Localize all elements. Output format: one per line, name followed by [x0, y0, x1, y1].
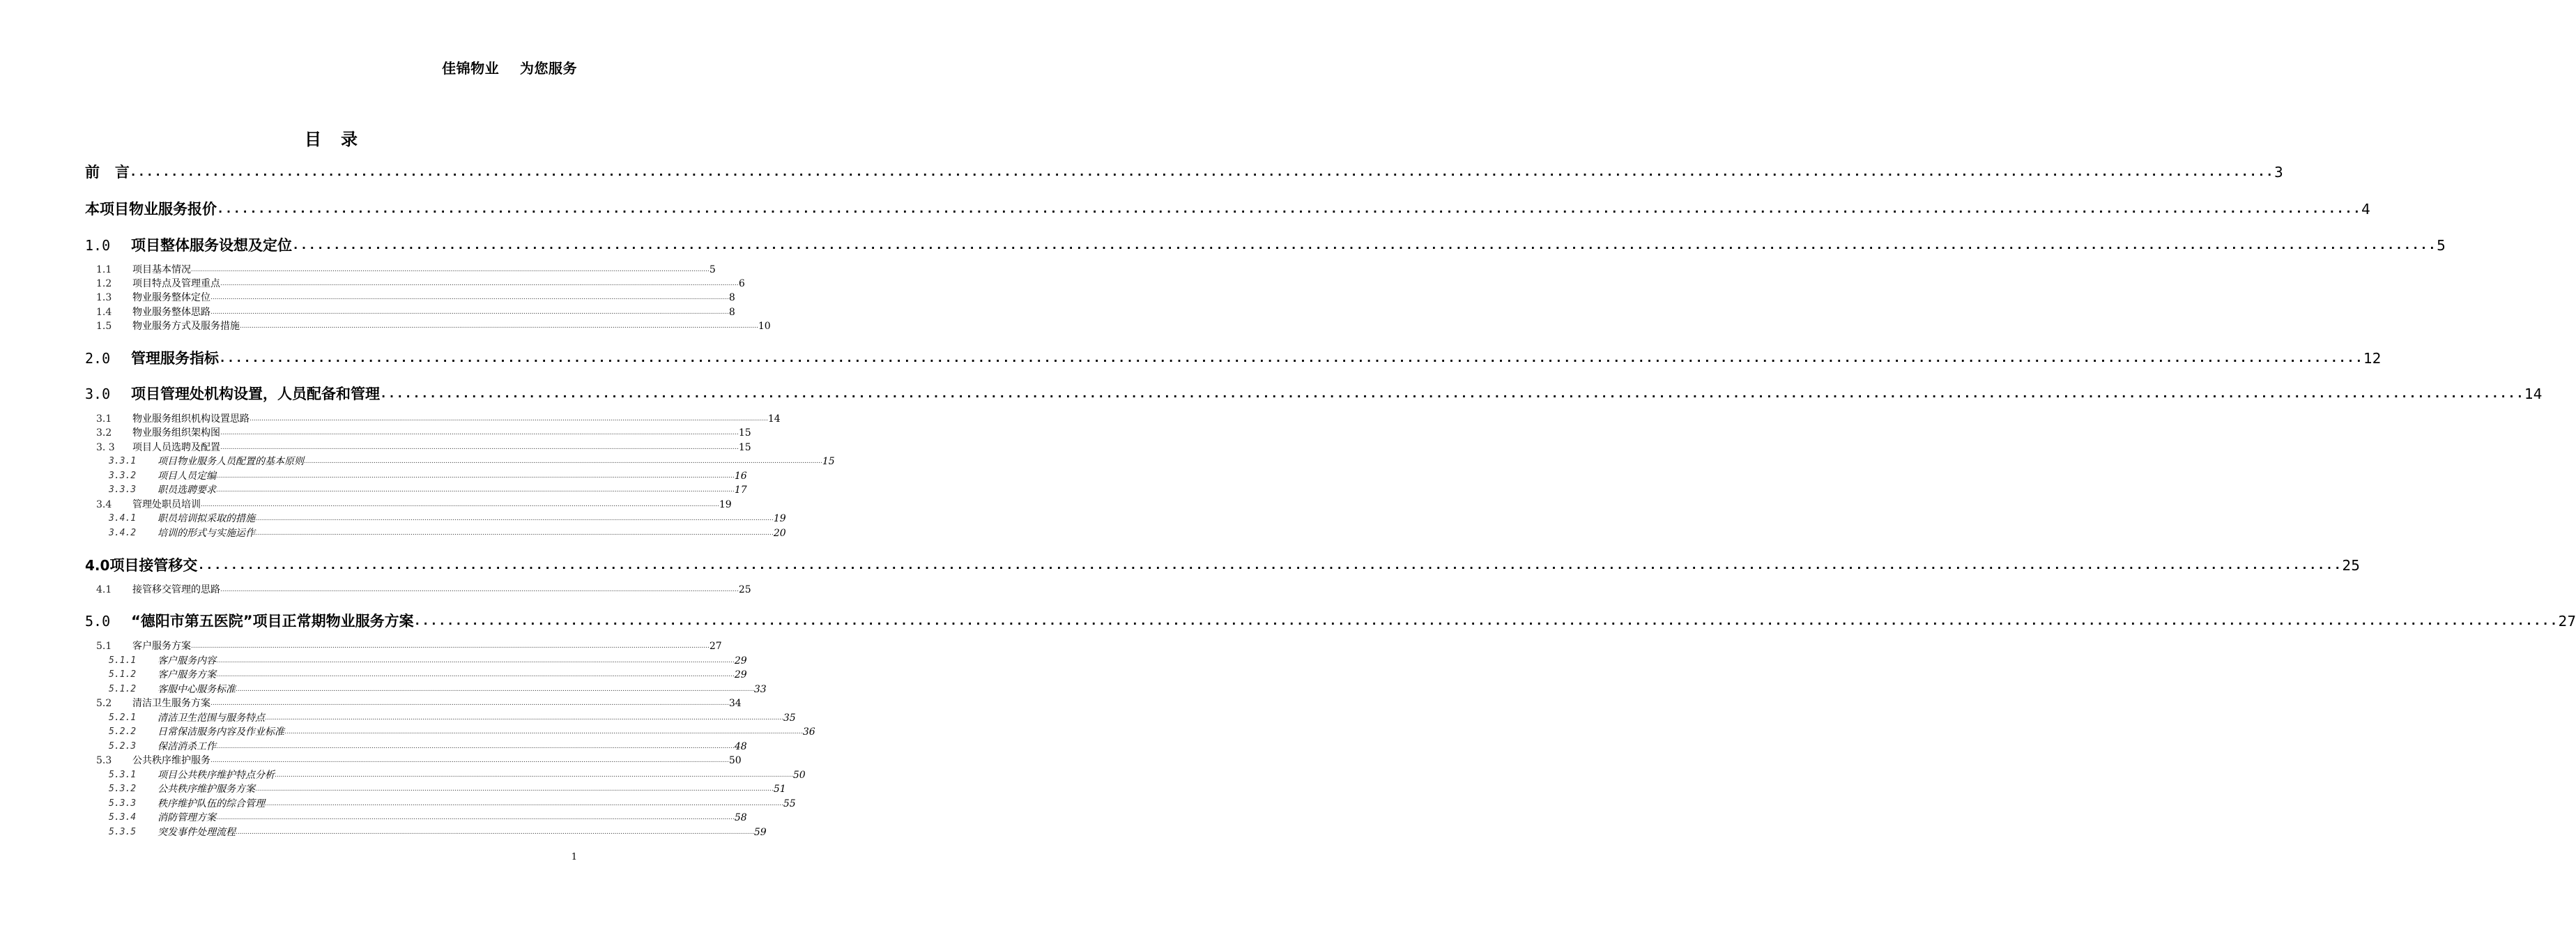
toc-dot-leader: .................................................................................................................................................................................................................................................................... — [210, 757, 729, 764]
toc-entry[interactable] — [85, 483, 747, 497]
toc-entry[interactable] — [85, 469, 747, 483]
toc-dot-leader: .................................................................................................................................................................................................................................................................... — [191, 266, 710, 273]
page-number: 1 — [571, 852, 577, 862]
toc-entry-number: 前 言 — [85, 164, 130, 181]
toc-entry-page: 15 — [738, 442, 751, 453]
toc-dot-leader: .................................................................................................................................................................................................................................................................... — [413, 614, 2559, 628]
toc-entry-page: 17 — [734, 485, 747, 496]
toc-entry[interactable] — [85, 639, 722, 653]
toc-entry-number: 3.4.2 — [109, 528, 137, 538]
toc-entry[interactable] — [85, 696, 742, 710]
toc-entry[interactable] — [85, 725, 815, 739]
toc-entry-page: 19 — [719, 499, 732, 510]
toc-dot-leader: .................................................................................................................................................................................................................................................................... — [216, 473, 735, 480]
toc-entry-page: 8 — [728, 307, 735, 318]
toc-dot-leader: .................................................................................................................................................................................................................................................................... — [265, 800, 783, 807]
toc-dot-leader: .................................................................................................................................................................................................................................................................... — [216, 657, 735, 664]
toc-dot-leader: .................................................................................................................................................................................................................................................................... — [240, 323, 758, 330]
toc-entry-number: 5.3.3 — [109, 798, 137, 809]
toc-entry[interactable] — [85, 305, 735, 319]
toc-dot-leader: .................................................................................................................................................................................................................................................................... — [220, 280, 739, 287]
toc-entry-title: 职员培训拟采取的措施 — [158, 513, 255, 524]
toc-entry-title: 物业服务整体思路 — [132, 307, 210, 318]
toc-entry-page: 27 — [2558, 613, 2576, 630]
toc-entry-number: 5.2.2 — [109, 726, 137, 737]
toc-dot-leader: .................................................................................................................................................................................................................................................................... — [236, 829, 754, 836]
toc-entry-number: 5.1.2 — [109, 684, 137, 694]
toc-dot-leader: .................................................................................................................................................................................................................................................................... — [304, 458, 822, 465]
toc-entry-number: 5.1 — [96, 641, 112, 652]
toc-entry-number: 4.0 — [85, 557, 110, 574]
toc-dot-leader: .................................................................................................................................................................................................................................................................... — [216, 743, 735, 750]
toc-dot-leader: .................................................................................................................................................................................................................................................................... — [216, 814, 735, 821]
toc-entry[interactable] — [85, 263, 716, 277]
toc-dot-leader: .................................................................................................................................................................................................................................................................... — [380, 387, 2525, 401]
toc-entry-title: 公共秩序维护服务方案 — [158, 784, 255, 795]
toc-entry-title: 消防管理方案 — [158, 812, 216, 823]
toc-entry[interactable] — [85, 740, 747, 754]
toc-dot-leader: .................................................................................................................................................................................................................................................................... — [210, 294, 729, 301]
toc-entry-number: 5.2.1 — [109, 713, 137, 723]
toc-entry-page: 35 — [783, 713, 796, 724]
toc-entry-number: 1.0 — [85, 237, 111, 254]
toc-entry-page: 50 — [792, 770, 806, 781]
toc-entry-number: 5.1.2 — [109, 669, 137, 680]
toc-entry[interactable] — [85, 797, 796, 811]
toc-entry-number: 3. 3 — [96, 442, 115, 453]
toc-entry-page: 29 — [734, 655, 747, 666]
toc-dot-leader: .................................................................................................................................................................................................................................................................... — [216, 671, 735, 678]
toc-entry-number: 1.1 — [96, 264, 112, 275]
toc-entry-number: 3.3.2 — [109, 471, 137, 481]
toc-entry[interactable] — [85, 236, 2446, 255]
toc-entry-title: 物业服务方式及服务措施 — [132, 321, 240, 332]
toc-dot-leader: .................................................................................................................................................................................................................................................................... — [265, 715, 783, 722]
toc-entry-title: 管理服务指标 — [131, 350, 219, 367]
toc-entry-number: 3.2 — [96, 427, 112, 439]
toc-dot-leader: .................................................................................................................................................................................................................................................................... — [255, 530, 774, 537]
toc-entry[interactable] — [85, 768, 806, 782]
toc-entry[interactable] — [85, 683, 767, 696]
toc-entry-page: 34 — [728, 698, 742, 709]
toc-entry-page: 27 — [709, 641, 722, 652]
toc-entry-title: 项目公共秩序维护特点分析 — [158, 770, 275, 781]
toc-entry-page: 19 — [773, 513, 786, 524]
toc-dot-leader: .................................................................................................................................................................................................................................................................... — [197, 558, 2343, 572]
toc-entry-number: 2.0 — [85, 350, 111, 367]
toc-entry[interactable] — [85, 556, 2360, 575]
toc-entry-page: 5 — [2437, 237, 2446, 254]
toc-entry-page: 25 — [738, 584, 751, 595]
toc-entry-title: 客户服务内容 — [158, 655, 216, 666]
toc-entry[interactable] — [85, 811, 747, 825]
toc-dot-leader: .................................................................................................................................................................................................................................................................... — [284, 729, 803, 736]
toc-dot-leader: .................................................................................................................................................................................................................................................................... — [220, 444, 739, 451]
toc-entry-title: 管理处职员培训 — [132, 499, 201, 510]
toc-entry-page: 5 — [709, 264, 716, 275]
toc-entry-page: 10 — [758, 321, 771, 332]
toc-entry[interactable] — [85, 611, 2576, 631]
toc-entry-title: 客户服务方案 — [132, 641, 191, 652]
toc-entry-title: 物业服务组织机构设置思路 — [132, 413, 250, 425]
toc-entry[interactable] — [85, 277, 745, 291]
toc-entry[interactable] — [85, 526, 786, 540]
toc-entry-title: 清洁卫生服务方案 — [132, 698, 210, 709]
toc-entry-number: 5.3.2 — [109, 784, 137, 794]
toc-entry-page: 3 — [2274, 164, 2283, 181]
toc-entry-number: 5.3 — [96, 755, 112, 766]
toc-entry-page: 16 — [734, 471, 747, 482]
toc-entry-title: 职员选聘要求 — [158, 485, 216, 496]
toc-entry[interactable] — [85, 825, 767, 839]
toc-entry-number: 1.4 — [96, 307, 112, 318]
toc-entry[interactable] — [85, 412, 781, 426]
toc-entry-page: 12 — [2363, 350, 2382, 367]
toc-entry[interactable] — [85, 583, 751, 597]
toc-entry-title: 接管移交管理的思路 — [132, 584, 220, 595]
toc-dot-leader: .................................................................................................................................................................................................................................................................... — [201, 501, 719, 508]
toc-dot-leader: .................................................................................................................................................................................................................................................................... — [292, 238, 2437, 252]
toc-entry-page: 20 — [773, 528, 786, 539]
toc-entry-page: 14 — [2524, 386, 2543, 402]
toc-dot-leader: .................................................................................................................................................................................................................................................................... — [210, 700, 729, 707]
toc-entry-page: 29 — [734, 669, 747, 680]
toc-entry-number: 5.0 — [85, 613, 111, 630]
toc-entry-number: 5.3.1 — [109, 770, 137, 780]
toc-entry[interactable] — [85, 291, 735, 305]
toc-entry-title: 日常保洁服务内容及作业标准 — [158, 726, 284, 738]
toc-dot-leader: .................................................................................................................................................................................................................................................................... — [220, 586, 739, 593]
toc-entry-number: 5.2.3 — [109, 741, 137, 752]
toc-entry-number: 1.2 — [96, 278, 112, 289]
toc-entry-page: 55 — [783, 798, 796, 809]
toc-dot-leader: .................................................................................................................................................................................................................................................................... — [255, 515, 774, 522]
toc-entry[interactable] — [85, 668, 747, 682]
toc-entry-title: 清洁卫生范围与服务特点 — [158, 713, 265, 724]
toc-entry-title: 项目管理处机构设置，人员配备和管理 — [131, 386, 380, 402]
toc-dot-leader: .................................................................................................................................................................................................................................................................... — [219, 351, 2364, 365]
toc-entry-title: “德阳市第五医院”项目正常期物业服务方案 — [131, 613, 414, 630]
toc-entry-page: 25 — [2342, 557, 2360, 574]
toc-entry-title: 项目人员选聘及配置 — [132, 442, 220, 453]
toc-entry-number: 5.2 — [96, 698, 112, 709]
toc-entry-number: 3.3.3 — [109, 485, 137, 495]
toc-entry-page: 15 — [738, 427, 751, 439]
toc-entry-page: 58 — [734, 812, 747, 823]
toc-dot-leader: .................................................................................................................................................................................................................................................................... — [220, 429, 739, 436]
toc-entry-page: 59 — [753, 827, 767, 838]
toc-entry-number: 3.3.1 — [109, 456, 137, 466]
toc-entry[interactable] — [85, 441, 751, 455]
toc-dot-leader: .................................................................................................................................................................................................................................................................... — [191, 643, 710, 650]
toc-dot-leader: .................................................................................................................................................................................................................................................................... — [275, 772, 793, 779]
toc-title: 目录 — [305, 130, 377, 149]
toc-entry-page: 50 — [728, 755, 742, 766]
toc-entry-page: 48 — [734, 741, 747, 752]
toc-entry-title: 公共秩序维护服务 — [132, 755, 210, 766]
toc-entry[interactable] — [85, 426, 751, 440]
toc-entry-number: 4.1 — [96, 584, 112, 595]
toc-entry[interactable] — [85, 782, 786, 796]
toc-entry-number: 1.3 — [96, 292, 112, 303]
toc-entry-page: 15 — [822, 456, 835, 467]
toc-entry[interactable] — [85, 162, 2283, 182]
toc-entry[interactable] — [85, 498, 732, 512]
toc-dot-leader: .................................................................................................................................................................................................................................................................... — [255, 786, 774, 793]
toc-dot-leader: .................................................................................................................................................................................................................................................................... — [236, 686, 754, 693]
toc-entry-title: 突发事件处理流程 — [158, 827, 236, 838]
toc-entry[interactable] — [85, 199, 2370, 219]
toc-entry-title: 项目接管移交 — [109, 557, 198, 574]
toc-entry[interactable] — [85, 711, 796, 725]
toc-entry-title: 项目基本情况 — [132, 264, 191, 275]
toc-entry-title: 项目整体服务设想及定位 — [131, 237, 292, 254]
toc-entry-number: 3.4 — [96, 499, 112, 510]
toc-entry-page: 36 — [802, 726, 815, 738]
toc-entry-title: 保洁消杀工作 — [158, 741, 216, 752]
toc-entry-title: 客服中心服务标准 — [158, 684, 236, 695]
toc-entry-page: 8 — [728, 292, 735, 303]
toc-entry-title: 项目人员定编 — [158, 471, 216, 482]
toc-entry-number: 3.0 — [85, 386, 111, 402]
toc-entry-title: 秩序维护队伍的综合管理 — [158, 798, 265, 809]
toc-entry-title: 物业服务整体定位 — [132, 292, 210, 303]
toc-entry[interactable] — [85, 455, 835, 468]
toc-dot-leader: .................................................................................................................................................................................................................................................................... — [250, 416, 768, 422]
toc-entry-page: 51 — [773, 784, 786, 795]
toc-entry-page: 33 — [753, 684, 767, 695]
toc-entry-number: 3.1 — [96, 413, 112, 425]
toc-entry-page: 6 — [738, 278, 745, 289]
toc-entry-number: 3.4.1 — [109, 513, 137, 524]
toc-entry[interactable] — [85, 349, 2382, 368]
toc-dot-leader: .................................................................................................................................................................................................................................................................... — [129, 165, 2274, 179]
toc-dot-leader: .................................................................................................................................................................................................................................................................... — [210, 309, 729, 316]
toc-entry-title: 项目物业服务人员配置的基本原则 — [158, 456, 304, 467]
toc-entry[interactable] — [85, 754, 742, 768]
toc-entry-page: 14 — [767, 413, 781, 425]
toc-entry[interactable] — [85, 319, 771, 333]
toc-entry-number: 5.3.4 — [109, 812, 137, 823]
toc-entry-title: 培训的形式与实施运作 — [158, 528, 255, 539]
toc-entry-title: 客户服务方案 — [158, 669, 216, 680]
toc-dot-leader: .................................................................................................................................................................................................................................................................... — [216, 487, 735, 494]
header-slogan: 佳锦物业 为您服务 — [442, 60, 577, 77]
toc-entry[interactable] — [85, 654, 747, 668]
toc-entry-title: 本项目物业服务报价 — [85, 201, 217, 218]
toc-entry[interactable] — [85, 384, 2543, 404]
toc-dot-leader: .................................................................................................................................................................................................................................................................... — [217, 202, 2362, 216]
toc-entry-page: 4 — [2361, 201, 2370, 218]
toc-entry-title: 项目特点及管理重点 — [132, 278, 220, 289]
toc-entry-number: 1.5 — [96, 321, 112, 332]
toc-entry[interactable] — [85, 512, 786, 526]
toc-entry-number: 5.1.1 — [109, 655, 137, 666]
toc-entry-number: 5.3.5 — [109, 827, 137, 837]
toc-entry-title: 物业服务组织架构图 — [132, 427, 220, 439]
